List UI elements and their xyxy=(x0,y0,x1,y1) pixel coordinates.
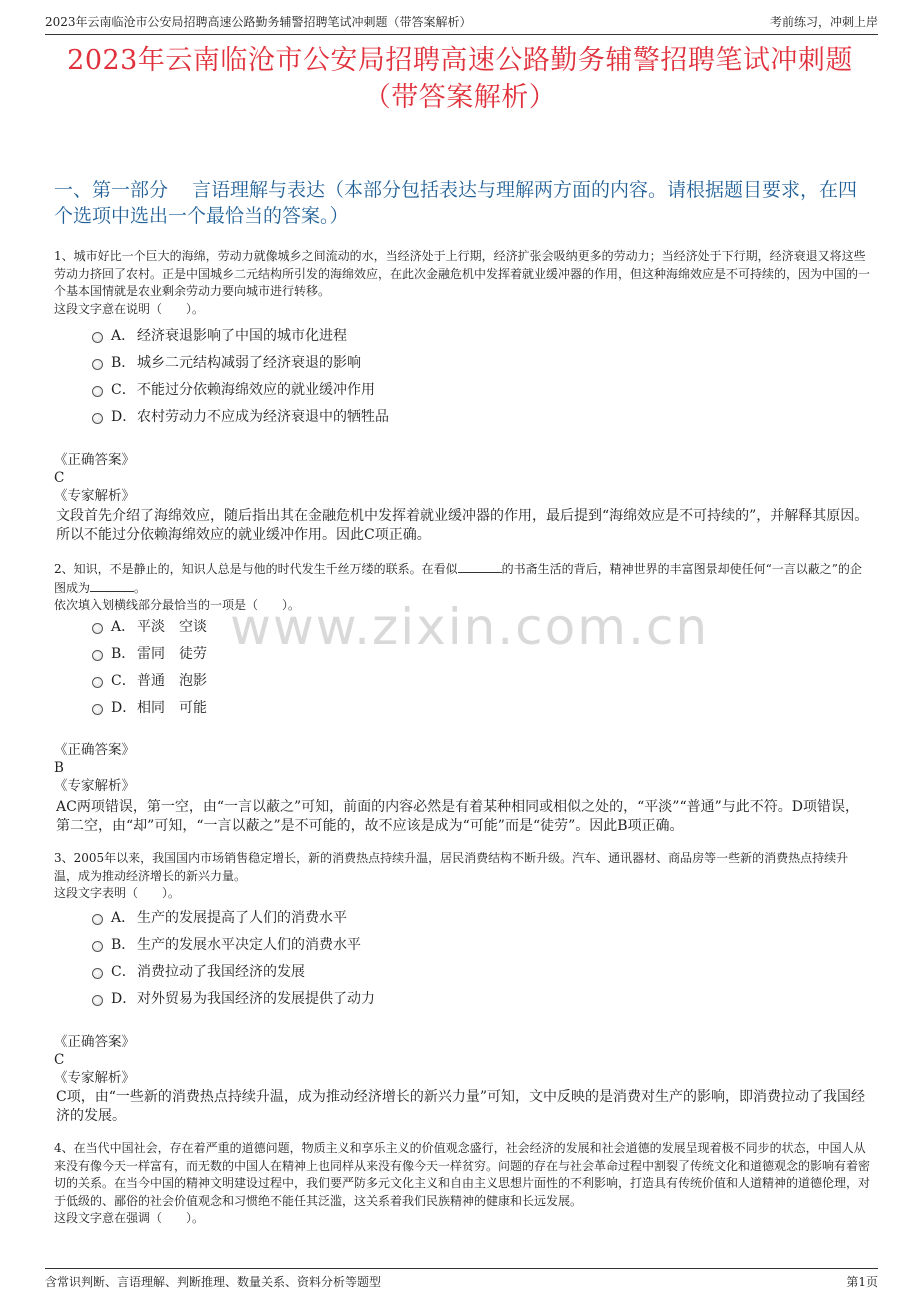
question-3-answer xyxy=(54,1033,872,1087)
page-footer xyxy=(45,1268,878,1293)
answer-value: B xyxy=(54,760,64,776)
question-1-answer xyxy=(54,451,872,505)
question-stem: 1、城市好比一个巨大的海绵，劳动力就像城乡之间流动的水，当经济处于上行期，经济扩张会吸纳更多的劳动力；当经济处于下行期，经济衰退又将这些劳动力挤回了农村。正是中国城乡二元结构所引发的海绵效应，在此次金融危机中发挥着就业缓冲器的作用，但这种海绵效应是不可持续的，因为中国的一个基本国情就是农业剩余劳动力要向城市进行转移。 xyxy=(54,249,871,298)
watermark: www.zixin.com.cn xyxy=(230,598,710,656)
question-stem: 3、2005年以来，我国国内市场销售稳定增长，新的消费热点持续升温，居民消费结构不断升级。汽车、通讯器材、商品房等一些新的消费热点持续升温，成为推动经济增长的新兴力量。 xyxy=(54,851,849,883)
answer-value: C xyxy=(54,470,65,486)
radio-icon[interactable] xyxy=(92,914,103,925)
radio-icon[interactable] xyxy=(92,941,103,952)
section-heading xyxy=(54,177,870,229)
option-a[interactable]: A． 平淡 空谈 xyxy=(92,614,592,641)
option-c[interactable]: C．普通 泡影 xyxy=(92,668,592,695)
option-c[interactable]: C．不能过分依赖海绵效应的就业缓冲作用 xyxy=(92,377,592,404)
radio-icon[interactable] xyxy=(92,413,103,424)
header-slogan: 考前练习，冲刺上岸 xyxy=(769,15,878,29)
radio-icon[interactable] xyxy=(92,650,103,661)
option-a[interactable]: A． 经济衰退影响了中国的城市化进程 xyxy=(92,323,592,350)
option-c[interactable]: C．消费拉动了我国经济的发展 xyxy=(92,959,592,986)
radio-icon[interactable] xyxy=(92,359,103,370)
question-1-analysis: 文段首先介绍了海绵效应，随后指出其在金融危机中发挥着就业缓冲器的作用，最后提到“海绵效应是不可持续的”，并解释其原因。所以不能过分依赖海绵效应的就业缓冲作用。因此C项正确。 xyxy=(56,508,869,543)
radio-icon[interactable] xyxy=(92,704,103,715)
question-3-options xyxy=(92,905,592,1013)
fill-blank-2[interactable] xyxy=(90,579,134,592)
analysis-label: 《专家解析》 xyxy=(54,778,135,794)
option-b[interactable]: B． 生产的发展水平决定人们的消费水平 xyxy=(92,932,592,959)
question-1 xyxy=(54,248,872,318)
question-3 xyxy=(54,850,872,903)
question-2 xyxy=(54,560,872,615)
section-description: 言语理解与表达（本部分包括表达与理解两方面的内容。请根据题目要求，在四个选项中选出一个最恰当的答案。） xyxy=(54,179,858,227)
option-b[interactable]: B． 城乡二元结构减弱了经济衰退的影响 xyxy=(92,350,592,377)
radio-icon[interactable] xyxy=(92,332,103,343)
question-prompt: 这段文字表明（ ）。 xyxy=(54,886,181,900)
question-stem: 4、在当代中国社会，存在着严重的道德问题，物质主义和享乐主义的价值观念盛行，社会经济的发展和社会道德的发展呈现着极不同步的状态，中国人从来没有像今天一样富有，而无数的中国人在精神上也同样从来没有像今天一样贫穷。问题的存在与社会革命过程中割裂了传统文化和道德观念的影响有着密切的关系。在当今中国的精神文明建设过程中，我们要严防多元文化主义和自由主义思想片面性的不利影响，打造具有传统价值和人道精神的道德伦理，对于低级的、鄙俗的社会价值观念和习惯绝不能任其泛滥，这关系着我们民族精神的健康和长远发展。 xyxy=(54,1141,871,1208)
question-1-options xyxy=(92,323,592,431)
section-part: 一、第一部分 xyxy=(54,179,169,201)
question-2-answer xyxy=(54,741,872,795)
page-number: 第1页 xyxy=(846,1275,878,1289)
question-4 xyxy=(54,1140,872,1228)
radio-icon[interactable] xyxy=(92,677,103,688)
option-d[interactable]: D．农村劳动力不应成为经济衰退中的牺牲品 xyxy=(92,404,592,431)
question-stem: 2、知识，不是静止的，知识人总是与他的时代发生千丝万缕的联系。在看似 的书斋生活的背后，精神世界的丰富图景却使任何“一言以蔽之”的企图成为 。 xyxy=(54,562,862,595)
answer-label: 《正确答案》 xyxy=(54,742,135,758)
question-prompt: 依次填入划横线部分最恰当的一项是（ ）。 xyxy=(54,598,301,612)
fill-blank-1[interactable] xyxy=(458,560,502,573)
answer-label: 《正确答案》 xyxy=(54,1034,135,1050)
option-b[interactable]: B． 雷同 徒劳 xyxy=(92,641,592,668)
radio-icon[interactable] xyxy=(92,623,103,634)
option-d[interactable]: D．对外贸易为我国经济的发展提供了动力 xyxy=(92,986,592,1013)
option-d[interactable]: D．相同 可能 xyxy=(92,695,592,722)
question-prompt: 这段文字意在强调（ ）。 xyxy=(54,1211,205,1225)
question-2-analysis: AC两项错误，第一空，由“一言以蔽之”可知，前面的内容必然是有着某种相同或相似之处的，“平淡”“普通”与此不符。D项错误，第二空，由“却”可知，“一言以蔽之”是不可能的，故不应该是成为“可能”而是“徒劳”。因此B项正确。 xyxy=(56,799,859,834)
answer-label: 《正确答案》 xyxy=(54,452,135,468)
page-header xyxy=(45,10,878,35)
question-2-options xyxy=(92,614,592,722)
footer-note: 含常识判断、言语理解、判断推理、数量关系、资料分析等题型 xyxy=(45,1275,382,1289)
radio-icon[interactable] xyxy=(92,386,103,397)
option-a[interactable]: A． 生产的发展提高了人们的消费水平 xyxy=(92,905,592,932)
analysis-label: 《专家解析》 xyxy=(54,488,135,504)
answer-value: C xyxy=(54,1052,65,1068)
analysis-label: 《专家解析》 xyxy=(54,1070,135,1086)
radio-icon[interactable] xyxy=(92,968,103,979)
header-doc-title: 2023年云南临沧市公安局招聘高速公路勤务辅警招聘笔试冲刺题（带答案解析） xyxy=(45,15,472,29)
radio-icon[interactable] xyxy=(92,995,103,1006)
question-prompt: 这段文字意在说明（ ）。 xyxy=(54,301,205,316)
question-3-analysis: C项，由“一些新的消费热点持续升温，成为推动经济增长的新兴力量”可知，文中反映的是消费对生产的影响，即消费拉动了我国经济的发展。 xyxy=(56,1089,866,1124)
document-title: 2023年云南临沧市公安局招聘高速公路勤务辅警招聘笔试冲刺题（带答案解析） xyxy=(67,45,853,113)
